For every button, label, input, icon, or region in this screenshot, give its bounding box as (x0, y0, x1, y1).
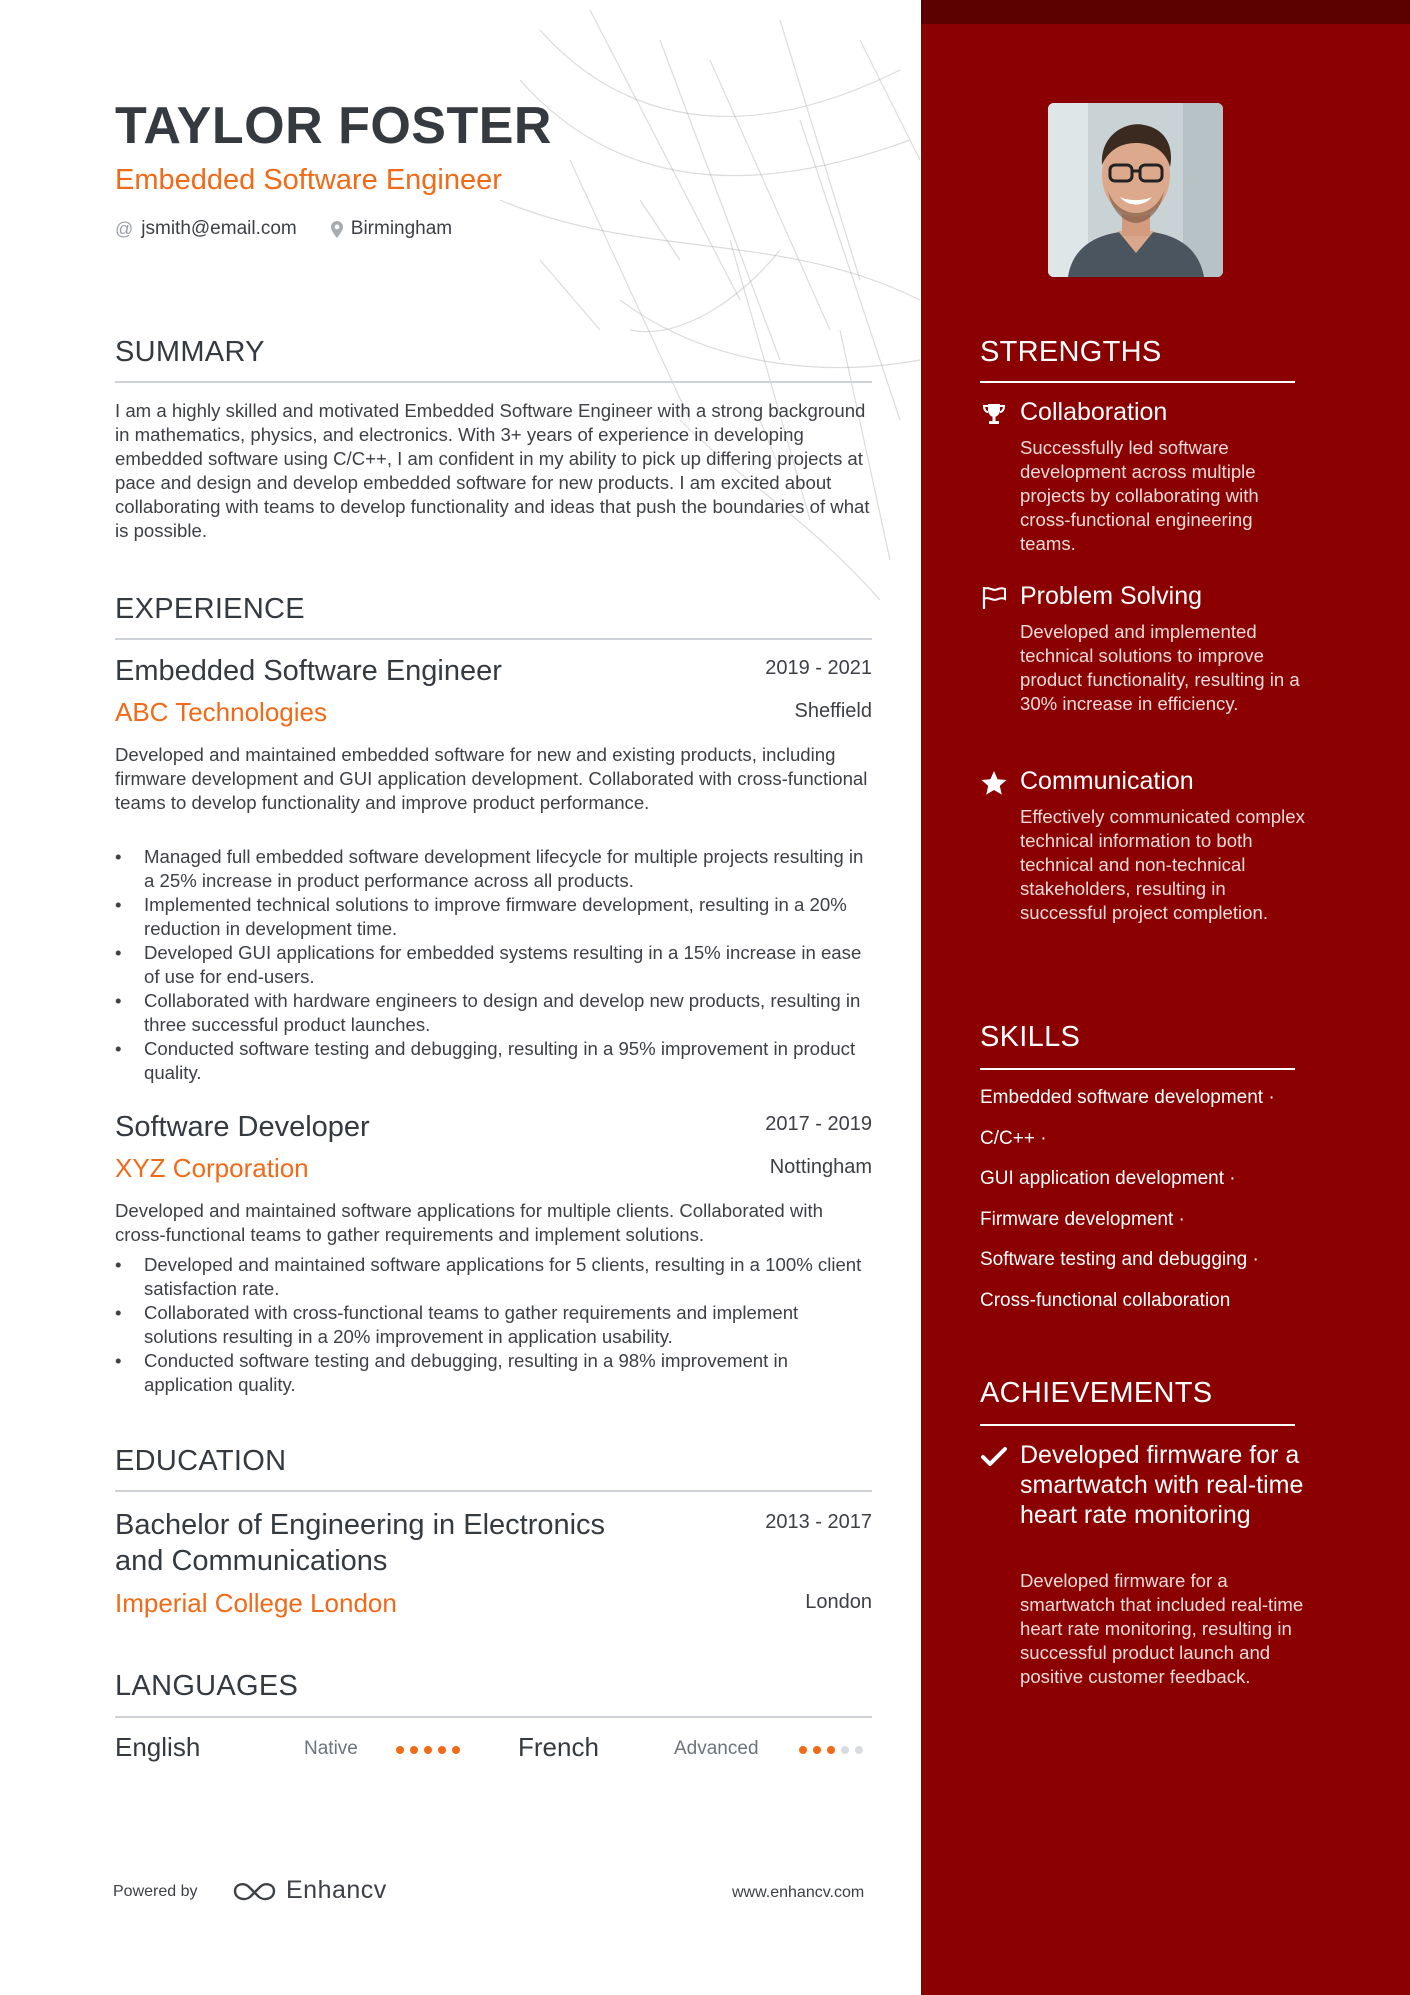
job-location: Sheffield (794, 700, 872, 722)
language-name: French (518, 1732, 599, 1762)
trophy-icon (980, 400, 1008, 428)
job-location: Nottingham (769, 1156, 872, 1178)
job-title: Software Developer (115, 1111, 370, 1143)
strength-description: Developed and implemented technical solutions to improve product functionality, resulting in a 30% increase in efficiency. (1020, 621, 1300, 714)
strength-description: Effectively communicated complex technical information to both technical and non-technical stakeholders, resulting in successful project completion. (1020, 806, 1305, 923)
website-link[interactable]: www.enhancv.com (732, 1884, 865, 1901)
rating-dot-filled (438, 1746, 446, 1754)
profile-photo (1048, 103, 1223, 277)
email-text[interactable]: jsmith@email.com (141, 218, 297, 239)
experience-heading: EXPERIENCE (115, 593, 305, 625)
location-text: Birmingham (350, 218, 453, 239)
school-name: Imperial College London (115, 1588, 397, 1618)
skill-item: Software testing and debugging · (980, 1249, 1259, 1270)
flag-icon (980, 584, 1008, 612)
strength-description: Successfully led software development across multiple projects by collaborating with cross-functional engineering teams. (1020, 437, 1259, 554)
candidate-title: Embedded Software Engineer (115, 164, 502, 196)
rating-dot-filled (799, 1746, 807, 1754)
education-heading: EDUCATION (115, 1445, 287, 1477)
sidebar (921, 0, 1410, 1995)
degree-line: Bachelor of Engineering in Electronics (115, 1509, 606, 1541)
contact-info (115, 218, 452, 240)
job-bullets (115, 845, 872, 1085)
list-item: • Collaborated with hardware engineers to design and develop new products, resulting in three successful product launches. (115, 989, 872, 1037)
education-divider (115, 1490, 872, 1492)
list-item: • Developed GUI applications for embedded systems resulting in a 15% increase in ease of use for end-users. (115, 941, 872, 989)
achievement-description: Developed firmware for a smartwatch that included real-time heart rate monitoring, resulting in successful product launch and positive customer feedback. (1020, 1570, 1304, 1687)
strengths-divider (980, 381, 1295, 383)
job-description: Developed and maintained embedded software for new and existing products, including firmware development and GUI application development. Collaborated with cross-functional teams to develop functionality and improve product performance. (115, 744, 868, 813)
achievements-heading: ACHIEVEMENTS (980, 1377, 1213, 1409)
company-name: XYZ Corporation (115, 1153, 309, 1183)
job-dates: 2019 - 2021 (765, 657, 872, 679)
language-name: English (115, 1732, 201, 1762)
rating-dot-filled (452, 1746, 460, 1754)
language-level: Advanced (674, 1738, 759, 1759)
rating-dot-filled (410, 1746, 418, 1754)
strength-title: Problem Solving (1020, 582, 1203, 610)
strength-title: Communication (1020, 767, 1194, 795)
summary-text: I am a highly skilled and motivated Embedded Software Engineer with a strong background in mathematics, physics, and electronics. With 3+ years of experience in developing embedded software using C/C++, I am confident in my ability to pick up differing projects at pace and design and develop embedded software for new products. I am excited about collaborating with teams to develop functionality and ideas that push the boundaries of what is possible. (115, 400, 870, 541)
languages-divider (115, 1716, 872, 1718)
checkmark-icon (980, 1443, 1008, 1471)
star-icon (980, 769, 1008, 797)
language-rating (799, 1746, 863, 1754)
skill-item: Firmware development · (980, 1209, 1185, 1230)
job-title: Embedded Software Engineer (115, 655, 502, 687)
skill-item: C/C++ · (980, 1128, 1047, 1149)
portrait-illustration (1048, 103, 1223, 277)
skill-item: Cross-functional collaboration (980, 1290, 1231, 1311)
brand-name: Enhancv (286, 1876, 387, 1904)
rating-dot-empty (841, 1746, 849, 1754)
job-dates: 2017 - 2019 (765, 1113, 872, 1135)
company-name: ABC Technologies (115, 697, 327, 727)
job-bullets (115, 1253, 872, 1397)
languages-heading: LANGUAGES (115, 1670, 299, 1702)
achievements-divider (980, 1424, 1295, 1426)
enhancv-logo-icon (232, 1879, 278, 1903)
degree-title (115, 1507, 605, 1579)
list-item: • Implemented technical solutions to improve firmware development, resulting in a 20% reduction in development time. (115, 893, 872, 941)
powered-by-label: Powered by (113, 1883, 198, 1900)
job-description: Developed and maintained software applications for multiple clients. Collaborated with cross-functional teams to gather requirements and implement solutions. (115, 1200, 823, 1245)
location-pin-icon (331, 221, 343, 238)
experience-divider (115, 638, 872, 640)
languages-row (115, 1732, 872, 1768)
list-item: • Developed and maintained software applications for 5 clients, resulting in a 100% client satisfaction rate. (115, 1253, 872, 1301)
list-item: • Collaborated with cross-functional teams to gather requirements and implement solutions resulting in a 20% improvement in application usability. (115, 1301, 872, 1349)
skill-item: GUI application development · (980, 1168, 1236, 1189)
sidebar-top-band (921, 0, 1410, 24)
skills-divider (980, 1068, 1295, 1070)
school-location: London (805, 1591, 872, 1613)
language-level: Native (304, 1738, 358, 1759)
list-item: • Managed full embedded software development lifecycle for multiple projects resulting in a 25% increase in product performance across all products. (115, 845, 872, 893)
rating-dot-filled (396, 1746, 404, 1754)
at-sign-icon: @ (115, 218, 134, 239)
rating-dot-filled (424, 1746, 432, 1754)
skill-item: Embedded software development · (980, 1087, 1275, 1108)
rating-dot-filled (813, 1746, 821, 1754)
summary-heading: SUMMARY (115, 336, 265, 368)
list-item: • Conducted software testing and debugging, resulting in a 95% improvement in product quality. (115, 1037, 872, 1085)
education-dates: 2013 - 2017 (765, 1511, 872, 1533)
enhancv-logo[interactable] (232, 1876, 387, 1905)
degree-line: and Communications (115, 1545, 388, 1577)
summary-divider (115, 381, 872, 383)
list-item: • Conducted software testing and debugging, resulting in a 98% improvement in application quality. (115, 1349, 872, 1397)
rating-dot-empty (855, 1746, 863, 1754)
skills-heading: SKILLS (980, 1021, 1081, 1053)
strength-title: Collaboration (1020, 398, 1168, 426)
rating-dot-filled (827, 1746, 835, 1754)
strengths-heading: STRENGTHS (980, 336, 1162, 368)
candidate-name: TAYLOR FOSTER (115, 97, 552, 155)
language-rating (396, 1746, 460, 1754)
achievement-title: Developed firmware for a smartwatch with real-time heart rate monitoring (1020, 1441, 1304, 1529)
